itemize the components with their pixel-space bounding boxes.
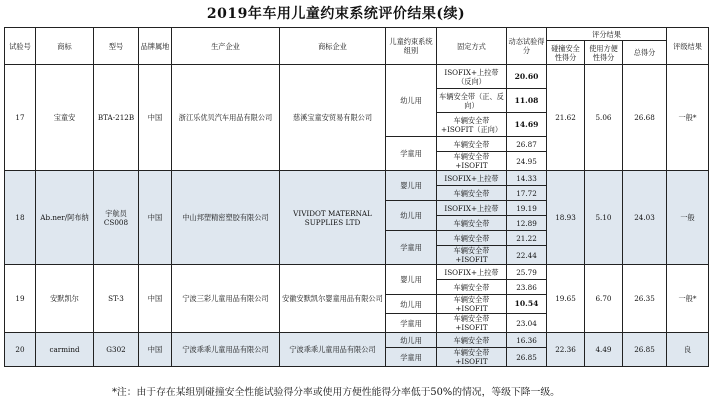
manufacturer-cell: 宁波三彩儿童用品有限公司 (172, 265, 280, 333)
brand-cell: 宝童安 (36, 65, 94, 171)
footnote: *注：由于存在某组别碰撞安全性能试验得分率或使用方便性能得分率低于50%的情况，等级下降一级。 (112, 387, 560, 398)
origin-cell: 中国 (139, 265, 172, 333)
header-crash-score: 碰撞安全性得分 (547, 41, 585, 65)
test-no-cell: 20 (5, 333, 36, 367)
grade-cell: 一般 (667, 171, 709, 265)
fixing-cell: 车辆安全带 (437, 216, 507, 231)
fixing-cell: 车辆安全带+ISOFIT (437, 152, 507, 171)
total-score-cell: 26.35 (623, 265, 667, 333)
manufacturer-cell: 中山邦塑精密塑胶有限公司 (172, 171, 280, 265)
total-score-cell: 26.68 (623, 65, 667, 171)
fixing-cell: 车辆安全带+ISOFIT (437, 295, 507, 314)
results-body (5, 65, 709, 367)
group-cell: 幼儿用 (386, 65, 437, 137)
grade-cell: 一般* (667, 65, 709, 171)
trademark-owner-cell: 宁波乖乖儿童用品有限公司 (280, 333, 386, 367)
header-fixing: 固定方式 (437, 28, 507, 65)
manufacturer-cell: 浙江乐优贝汽车用品有限公司 (172, 65, 280, 171)
origin-cell: 中国 (139, 171, 172, 265)
origin-cell: 中国 (139, 65, 172, 171)
header-eval-result: 评分结果 (547, 28, 667, 41)
dynamic-score-cell: 22.44 (507, 246, 547, 265)
test-no-cell: 19 (5, 265, 36, 333)
table-row (5, 333, 709, 348)
dynamic-score-cell: 25.79 (507, 265, 547, 280)
header-usability-score: 使用方便性得分 (585, 41, 623, 65)
group-cell: 学童用 (386, 314, 437, 333)
dynamic-score-cell: 11.08 (507, 89, 547, 113)
dynamic-score-cell: 26.87 (507, 137, 547, 152)
model-cell: G302 (94, 333, 139, 367)
header-manufacturer: 生产企业 (172, 28, 280, 65)
dynamic-score-cell: 14.69 (507, 113, 547, 137)
header-brand: 商标 (36, 28, 94, 65)
manufacturer-cell: 宁波乖乖儿童用品有限公司 (172, 333, 280, 367)
model-cell: ST-3 (94, 265, 139, 333)
header-row (5, 28, 709, 41)
origin-cell: 中国 (139, 333, 172, 367)
table-row (5, 65, 709, 89)
fixing-cell: ISOFIX+上拉带 (437, 171, 507, 186)
results-table (4, 27, 709, 367)
dynamic-score-cell: 23.86 (507, 280, 547, 295)
trademark-owner-cell: 安徽安默凯尔婴童用品有限公司 (280, 265, 386, 333)
table-row (5, 171, 709, 186)
total-score-cell: 24.03 (623, 171, 667, 265)
dynamic-score-cell: 19.19 (507, 201, 547, 216)
dynamic-score-cell: 10.54 (507, 295, 547, 314)
total-score-cell: 26.85 (623, 333, 667, 367)
header-origin: 品牌属地 (139, 28, 172, 65)
crash-score-cell: 19.65 (547, 265, 585, 333)
fixing-cell: 车辆安全带（正、反向） (437, 89, 507, 113)
grade-cell: 一般* (667, 265, 709, 333)
header-total-score: 总得分 (623, 41, 667, 65)
header-test-no: 试验号 (5, 28, 36, 65)
fixing-cell: 车辆安全带 (437, 186, 507, 201)
dynamic-score-cell: 20.60 (507, 65, 547, 89)
header-grade: 评级结果 (667, 28, 709, 65)
fixing-cell: 车辆安全带 (437, 231, 507, 246)
fixing-cell: 车辆安全带+ISOFIT（正向） (437, 113, 507, 137)
dynamic-score-cell: 17.72 (507, 186, 547, 201)
dynamic-score-cell: 12.89 (507, 216, 547, 231)
crash-score-cell: 22.36 (547, 333, 585, 367)
trademark-owner-cell: 慈溪宝童安贸易有限公司 (280, 65, 386, 171)
fixing-cell: 车辆安全带 (437, 280, 507, 295)
fixing-cell: 车辆安全带 (437, 333, 507, 348)
trademark-owner-cell: VIVIDOT MATERNAL SUPPLIES LTD (280, 171, 386, 265)
dynamic-score-cell: 24.95 (507, 152, 547, 171)
table-row (5, 265, 709, 280)
fixing-cell: 车辆安全带+ISOFIT (437, 314, 507, 333)
fixing-cell: 车辆安全带+ISOFIT (437, 246, 507, 265)
crash-score-cell: 18.93 (547, 171, 585, 265)
fixing-cell: ISOFIX+上拉带 (437, 201, 507, 216)
model-cell: BTA-212B (94, 65, 139, 171)
fixing-cell: ISOFIX+上拉带（反向） (437, 65, 507, 89)
dynamic-score-cell: 21.22 (507, 231, 547, 246)
fixing-cell: ISOFIX+上拉带 (437, 265, 507, 280)
brand-cell: carmind (36, 333, 94, 367)
usability-score-cell: 5.06 (585, 65, 623, 171)
brand-cell: Ab.ner/阿布纳 (36, 171, 94, 265)
header-trademark-owner: 商标企业 (280, 28, 386, 65)
usability-score-cell: 4.49 (585, 333, 623, 367)
header-group: 儿童约束系统组别 (386, 28, 437, 65)
group-cell: 学童用 (386, 231, 437, 265)
dynamic-score-cell: 26.85 (507, 348, 547, 367)
brand-cell: 安默凯尔 (36, 265, 94, 333)
group-cell: 婴儿用 (386, 171, 437, 201)
dynamic-score-cell: 16.36 (507, 333, 547, 348)
header-dynamic-score: 动态试验得分 (507, 28, 547, 65)
dynamic-score-cell: 14.33 (507, 171, 547, 186)
group-cell: 幼儿用 (386, 201, 437, 231)
group-cell: 学童用 (386, 137, 437, 171)
usability-score-cell: 6.70 (585, 265, 623, 333)
dynamic-score-cell: 23.04 (507, 314, 547, 333)
model-cell: 宇航员CS008 (94, 171, 139, 265)
group-cell: 幼儿用 (386, 333, 437, 348)
fixing-cell: 车辆安全带+ISOFIT (437, 348, 507, 367)
test-no-cell: 17 (5, 65, 36, 171)
crash-score-cell: 21.62 (547, 65, 585, 171)
page-title: 2019年车用儿童约束系统评价结果(续) (206, 6, 466, 22)
test-no-cell: 18 (5, 171, 36, 265)
header-model: 型号 (94, 28, 139, 65)
group-cell: 学童用 (386, 348, 437, 367)
group-cell: 幼儿用 (386, 295, 437, 314)
fixing-cell: 车辆安全带 (437, 137, 507, 152)
grade-cell: 良 (667, 333, 709, 367)
usability-score-cell: 5.10 (585, 171, 623, 265)
group-cell: 婴儿用 (386, 265, 437, 295)
